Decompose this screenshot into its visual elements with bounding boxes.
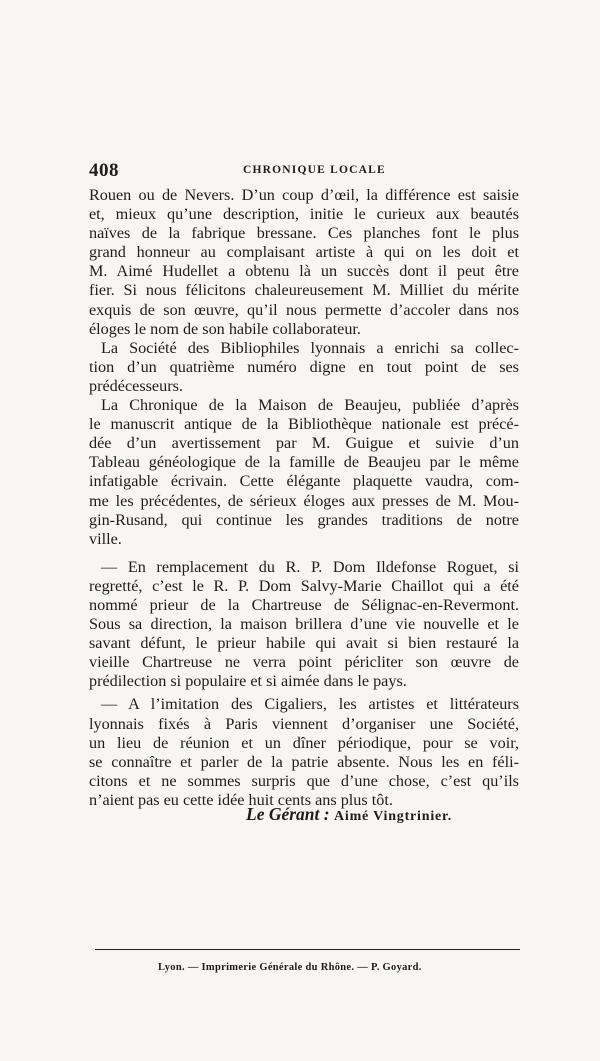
signature-name: Aimé Vingtrinier. xyxy=(333,809,453,824)
text-line: éloges le nom de son habile collaborateur. xyxy=(89,319,361,338)
text-line: ville. xyxy=(89,529,122,548)
text-line: fier. Si nous félicitons chaleureusement M. Milliet du mérite xyxy=(89,281,519,300)
text-line: savant défunt, le prieur habile qui avait si bien restauré la xyxy=(89,634,519,653)
text-line: naïves de la fabrique bressane. Ces planches font le plus xyxy=(89,224,519,243)
text-line: dée d’un avertissement par M. Guigue et suivie d’un xyxy=(89,434,519,453)
text-line: et, mieux qu’une description, initie le curieux aux beautés xyxy=(89,205,519,224)
text-line: prédécesseurs. xyxy=(89,376,183,395)
text-line: se connaître et parler de la patrie absente. Nous les en féli- xyxy=(89,752,519,771)
text-line: citons et ne sommes surpris que d’une chose, c’est qu’ils xyxy=(89,771,519,790)
text-line: n’aient pas eu cette idée huit cents ans plus tôt. xyxy=(89,790,393,809)
paragraph xyxy=(89,396,519,549)
text-line: M. Aimé Hudellet a obtenu là un succès dont il peut être xyxy=(89,262,519,281)
text-line: Tableau généologique de la famille de Beaujeu par le même xyxy=(89,453,519,472)
paragraph xyxy=(89,558,519,692)
paragraph-spacer xyxy=(89,549,519,558)
text-line: grand honneur au complaisant artiste à qui on les doit et xyxy=(89,243,519,262)
text-line: prédilection si populaire et si aimée dans le pays. xyxy=(89,672,407,691)
text-line: le manuscrit antique de la Bibliothèque nationale est précé- xyxy=(89,415,519,434)
page-header xyxy=(89,160,517,182)
page-number: 408 xyxy=(89,160,119,181)
text-line: gin-Rusand, qui continue les grandes traditions de notre xyxy=(89,510,519,529)
text-line: infatigable écrivain. Cette élégante plaquette vaudra, com- xyxy=(89,472,519,491)
text-line: un lieu de réunion et un dîner périodique, pour se voir, xyxy=(89,733,519,752)
body-text xyxy=(89,186,519,810)
running-head: CHRONIQUE LOCALE xyxy=(243,164,386,176)
paragraph xyxy=(89,695,519,810)
signature-label: Le Gérant : xyxy=(246,804,330,824)
paragraph xyxy=(89,339,519,396)
text-line: Sous sa direction, la maison brillera d’une vie nouvelle et le xyxy=(89,615,519,634)
text-line: exquis de son œuvre, qu’il nous permette d’accoler dans nos xyxy=(89,300,519,319)
text-line: vieille Chartreuse ne verra point péricliter son œuvre de xyxy=(89,653,519,672)
printer-imprint: Lyon. — Imprimerie Générale du Rhône. — P. Goyard. xyxy=(158,962,422,973)
text-line: tion d’un quatrième numéro digne en tout point de ses xyxy=(89,357,519,376)
text-line: — En remplacement du R. P. Dom Ildefonse Roguet, si xyxy=(101,557,519,576)
text-line: me les précédentes, de sérieux éloges aux presses de M. Mou- xyxy=(89,491,519,510)
text-line: Rouen ou de Nevers. D’un coup d’œil, la différence est saisie xyxy=(89,186,519,204)
text-line: nommé prieur de la Chartreuse de Sélignac-en-Revermont. xyxy=(89,595,519,614)
text-line: regretté, c’est le R. P. Dom Salvy-Marie Chaillot qui a été xyxy=(89,576,519,595)
text-line: — A l’imitation des Cigaliers, les artistes et littérateurs xyxy=(101,695,519,714)
text-line: La Chronique de la Maison de Beaujeu, publiée d’après xyxy=(101,396,519,415)
text-line: lyonnais fixés à Paris viennent d’organiser une Société, xyxy=(89,714,519,733)
signature xyxy=(246,804,452,825)
footer-rule xyxy=(95,949,520,950)
text-line: La Société des Bibliophiles lyonnais a enrichi sa collec- xyxy=(101,338,519,357)
paragraph xyxy=(89,186,519,339)
